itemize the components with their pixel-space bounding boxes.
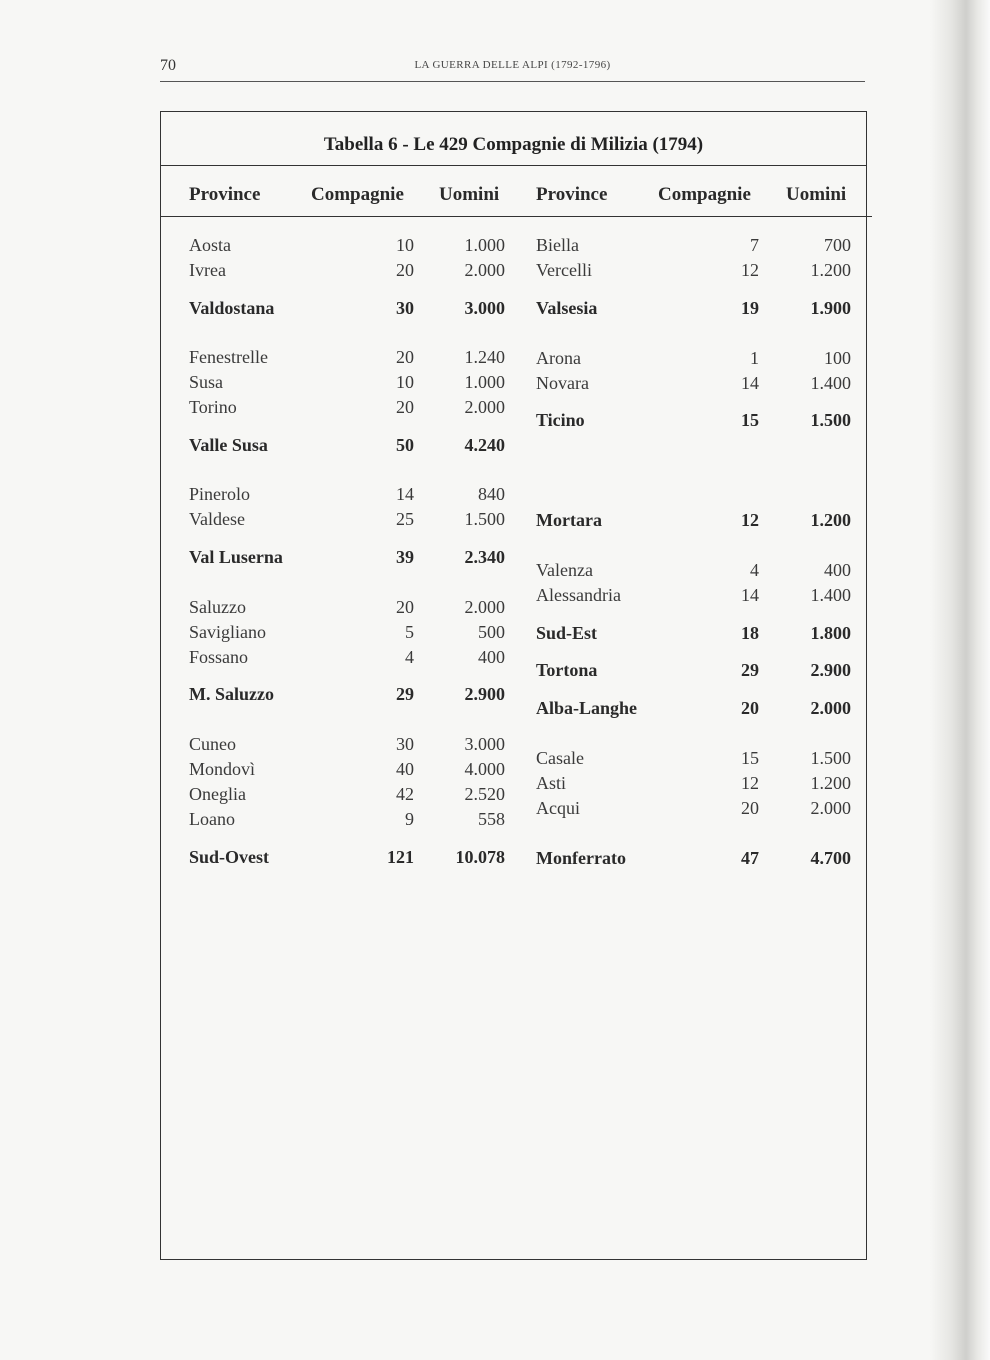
uomini-value: 4.000	[464, 759, 505, 779]
province-name: Savigliano	[189, 622, 266, 642]
compagnie-value: 47	[741, 848, 759, 868]
compagnie-value: 1	[750, 348, 759, 368]
subtotal-name: Alba-Langhe	[536, 698, 638, 718]
province-name: Biella	[536, 235, 579, 255]
uomini-value: 1.500	[810, 748, 851, 768]
compagnie-value: 20	[396, 397, 414, 417]
uomini-value: 1.400	[810, 585, 851, 605]
title-rule	[161, 165, 866, 166]
compagnie-value: 30	[396, 298, 414, 318]
uomini-value: 700	[824, 235, 851, 255]
header-rule-bottom	[161, 216, 872, 217]
uomini-value: 2.900	[464, 684, 505, 704]
compagnie-value: 19	[741, 298, 759, 318]
subtotal-name: Monferrato	[536, 848, 626, 868]
subtotal-name: Tortona	[536, 660, 598, 680]
compagnie-value: 7	[750, 235, 759, 255]
uomini-value: 2.520	[464, 784, 505, 804]
compagnie-value: 50	[396, 435, 414, 455]
uomini-value: 4.240	[464, 435, 505, 455]
compagnie-value: 30	[396, 734, 414, 754]
uomini-value: 1.240	[464, 347, 505, 367]
compagnie-value: 42	[396, 784, 414, 804]
province-name: Vercelli	[536, 260, 592, 280]
page-edge-shadow	[930, 0, 990, 1360]
uomini-value: 1.200	[810, 773, 851, 793]
subtotal-name: Valdostana	[189, 298, 275, 318]
province-name: Novara	[536, 373, 589, 393]
compagnie-value: 10	[396, 372, 414, 392]
province-name: Oneglia	[189, 784, 246, 804]
compagnie-value: 29	[396, 684, 414, 704]
province-name: Fossano	[189, 647, 249, 667]
table-title: Tabella 6 - Le 429 Compagnie di Milizia (1794)	[323, 134, 704, 155]
uomini-value: 558	[478, 809, 505, 829]
province-name: Torino	[189, 397, 237, 417]
compagnie-value: 5	[405, 622, 414, 642]
province-name: Ivrea	[189, 260, 226, 280]
province-name: Fenestrelle	[189, 347, 268, 367]
compagnie-value: 40	[396, 759, 414, 779]
province-name: Arona	[536, 348, 581, 368]
compagnie-value: 14	[741, 373, 759, 393]
subtotal-name: Ticino	[536, 410, 585, 430]
running-head	[160, 57, 865, 77]
column-header: Province	[536, 184, 608, 205]
subtotal-name: Mortara	[536, 510, 602, 530]
compagnie-value: 15	[741, 748, 759, 768]
header-rule	[160, 81, 865, 82]
province-name: Acqui	[536, 798, 580, 818]
uomini-value: 2.000	[464, 397, 505, 417]
compagnie-value: 4	[750, 560, 759, 580]
compagnie-value: 4	[405, 647, 414, 667]
compagnie-value: 20	[741, 798, 759, 818]
uomini-value: 1.500	[464, 509, 505, 529]
compagnie-value: 121	[387, 847, 414, 867]
page-number: 70	[160, 57, 176, 74]
column-header: Province	[189, 184, 261, 205]
compagnie-value: 14	[741, 585, 759, 605]
column-header: Uomini	[439, 184, 500, 205]
compagnie-value: 15	[741, 410, 759, 430]
uomini-value: 1.000	[464, 372, 505, 392]
uomini-value: 2.000	[464, 260, 505, 280]
uomini-value: 400	[824, 560, 851, 580]
province-name: Casale	[536, 748, 584, 768]
province-name: Valdese	[189, 509, 245, 529]
compagnie-value: 20	[741, 698, 759, 718]
subtotal-name: Sud-Ovest	[189, 847, 270, 867]
province-name: Aosta	[189, 235, 231, 255]
militia-table	[160, 111, 867, 1260]
uomini-value: 2.000	[810, 798, 851, 818]
uomini-value: 1.500	[810, 410, 851, 430]
uomini-value: 3.000	[464, 298, 505, 318]
subtotal-name: M. Saluzzo	[189, 684, 274, 704]
compagnie-value: 20	[396, 260, 414, 280]
subtotal-name: Valle Susa	[189, 435, 268, 455]
uomini-value: 2.000	[464, 597, 505, 617]
province-name: Saluzzo	[189, 597, 246, 617]
uomini-value: 400	[478, 647, 505, 667]
province-name: Asti	[536, 773, 567, 793]
uomini-value: 1.800	[810, 623, 851, 643]
province-name: Alessandria	[536, 585, 621, 605]
subtotal-name: Valsesia	[536, 298, 598, 318]
column-header: Uomini	[786, 184, 847, 205]
compagnie-value: 20	[396, 597, 414, 617]
compagnie-value: 25	[396, 509, 414, 529]
uomini-value: 1.000	[464, 235, 505, 255]
subtotal-name: Val Luserna	[189, 547, 283, 567]
uomini-value: 2.000	[810, 698, 851, 718]
province-name: Pinerolo	[189, 484, 250, 504]
compagnie-value: 29	[741, 660, 759, 680]
uomini-value: 2.340	[464, 547, 505, 567]
uomini-value: 1.200	[810, 260, 851, 280]
uomini-value: 100	[824, 348, 851, 368]
compagnie-value: 9	[405, 809, 414, 829]
subtotal-name: Sud-Est	[536, 623, 598, 643]
uomini-value: 840	[478, 484, 505, 504]
uomini-value: 1.900	[810, 298, 851, 318]
uomini-value: 4.700	[810, 848, 851, 868]
compagnie-value: 20	[396, 347, 414, 367]
compagnie-value: 12	[741, 260, 759, 280]
compagnie-value: 14	[396, 484, 414, 504]
compagnie-value: 10	[396, 235, 414, 255]
compagnie-value: 12	[741, 773, 759, 793]
column-header: Compagnie	[311, 184, 404, 205]
running-title: LA GUERRA DELLE ALPI (1792-1796)	[414, 59, 611, 71]
province-name: Cuneo	[189, 734, 236, 754]
uomini-value: 1.400	[810, 373, 851, 393]
compagnie-value: 39	[396, 547, 414, 567]
uomini-value: 1.200	[810, 510, 851, 530]
province-name: Susa	[189, 372, 224, 392]
column-header: Compagnie	[658, 184, 751, 205]
uomini-value: 3.000	[464, 734, 505, 754]
province-name: Mondovì	[189, 759, 256, 779]
province-name: Loano	[189, 809, 235, 829]
uomini-value: 2.900	[810, 660, 851, 680]
compagnie-value: 12	[741, 510, 759, 530]
province-name: Valenza	[536, 560, 593, 580]
uomini-value: 10.078	[455, 847, 505, 867]
uomini-value: 500	[478, 622, 505, 642]
compagnie-value: 18	[741, 623, 759, 643]
